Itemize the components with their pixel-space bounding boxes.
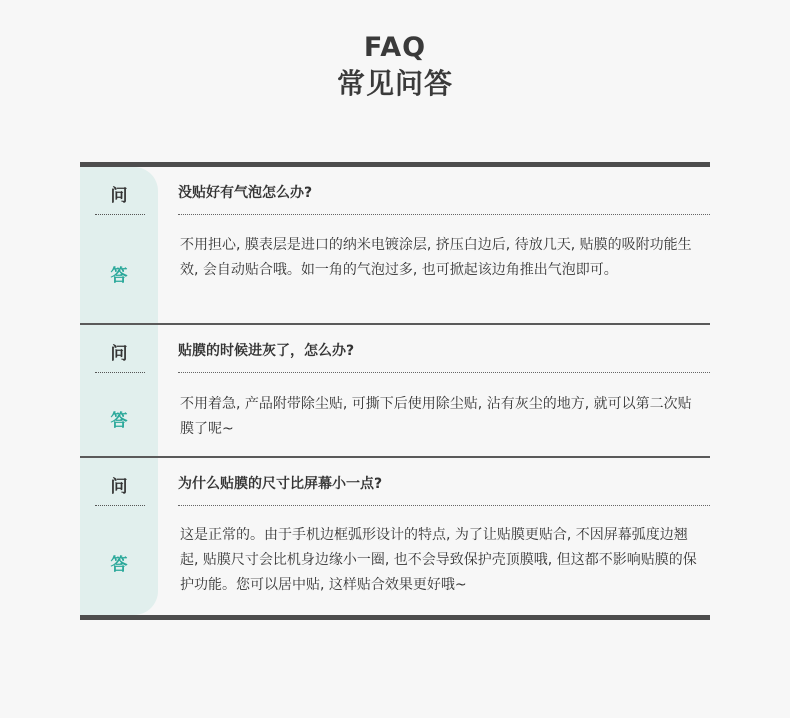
question-divider-1 (178, 214, 710, 215)
answer-mark-2: 答 (110, 411, 128, 431)
faq-row-divider-1 (80, 323, 710, 325)
faq-question-2: 贴膜的时候进灰了，怎么办? (178, 343, 355, 359)
question-mark-divider-3 (95, 505, 145, 506)
title-english: FAQ (363, 32, 427, 63)
question-mark-divider-2 (95, 372, 145, 373)
title-chinese: 常见问答 (336, 67, 453, 100)
question-mark-1: 问 (110, 186, 128, 206)
faq-question-1: 没贴好有气泡怎么办? (178, 185, 313, 201)
question-mark-2: 问 (110, 344, 128, 364)
answer-mark-1: 答 (110, 266, 128, 286)
faq-answer-1: 不用担心, 膜表层是进口的纳米电镀涂层, 挤压白边后, 待放几天, 贴膜的吸附功能生效, 会自动贴合哦。如一角的气泡过多, 也可掀起该边角推出气泡即可。 (180, 237, 692, 278)
qa-label-column (80, 167, 158, 615)
faq-answer-2: 不用着急, 产品附带除尘贴, 可撕下后使用除尘贴, 沾有灰尘的地方, 就可以第二次贴膜了呢~ (180, 396, 692, 437)
question-mark-divider-1 (95, 214, 145, 215)
question-divider-2 (178, 372, 710, 373)
question-divider-3 (178, 505, 710, 506)
faq-question-3: 为什么贴膜的尺寸比屏幕小一点? (178, 476, 383, 492)
answer-mark-3: 答 (110, 555, 128, 575)
faq-answer-3: 这是正常的。由于手机边框弧形设计的特点, 为了让贴膜更贴合, 不因屏幕弧度边翘起, 贴膜尺寸会比机身边缘小一圈, 也不会导致保护壳顶膜哦, 但这都不影响贴膜的保护功能。您可以居中贴, 这样贴合效果更好哦~ (180, 527, 697, 593)
question-mark-3: 问 (110, 477, 128, 497)
faq-row-divider-2 (80, 456, 710, 458)
